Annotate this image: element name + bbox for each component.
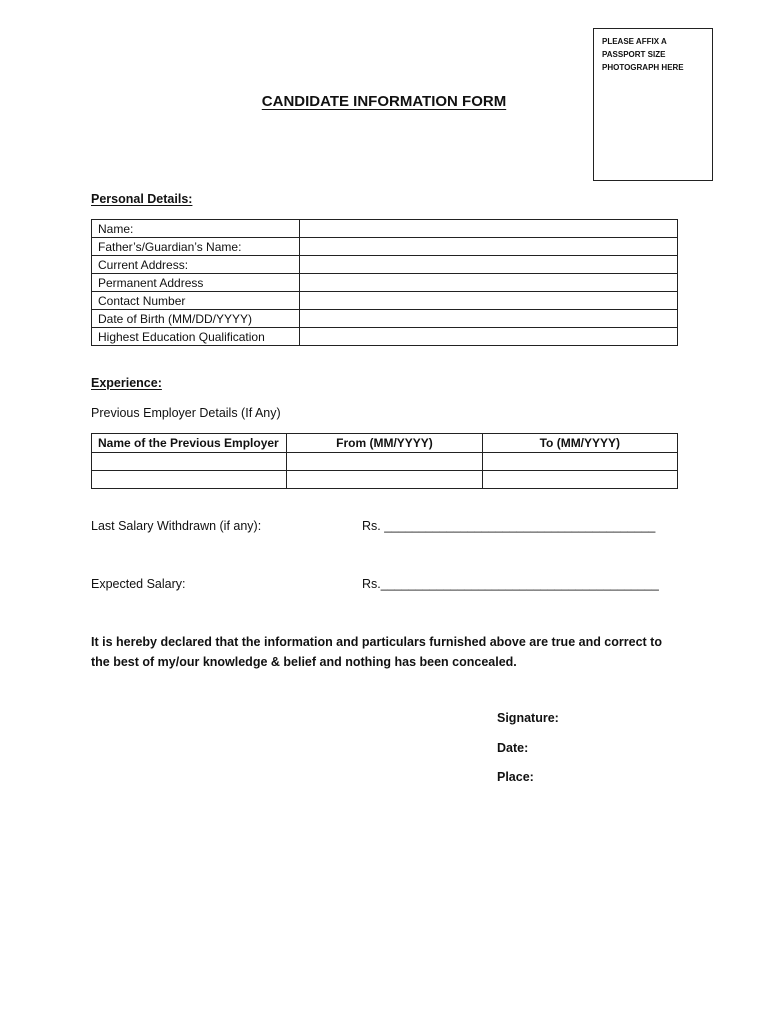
table-header-row <box>92 434 678 453</box>
current-address-label: Current Address: <box>92 256 300 274</box>
to-date-cell[interactable] <box>482 471 677 489</box>
name-label: Name: <box>92 220 300 238</box>
previous-employer-table <box>91 433 678 489</box>
photo-box-line-1: PLEASE AFFIX A <box>602 37 667 46</box>
date-of-birth-field[interactable] <box>300 310 678 328</box>
previous-employer-subheading: Previous Employer Details (If Any) <box>91 406 281 420</box>
date-label: Date: <box>497 741 529 755</box>
contact-number-field[interactable] <box>300 292 678 310</box>
education-qualification-label: Highest Education Qualification <box>92 328 300 346</box>
permanent-address-field[interactable] <box>300 274 678 292</box>
expected-salary-label: Expected Salary: <box>91 577 186 591</box>
table-row <box>92 328 678 346</box>
permanent-address-label: Permanent Address <box>92 274 300 292</box>
last-salary-label: Last Salary Withdrawn (if any): <box>91 519 262 533</box>
place-label: Place: <box>497 770 534 784</box>
table-row <box>92 274 678 292</box>
last-salary-field[interactable]: Rs. _______________________________________ <box>362 519 656 533</box>
table-row <box>92 471 678 489</box>
employer-name-cell[interactable] <box>92 471 287 489</box>
table-row <box>92 256 678 274</box>
table-row <box>92 220 678 238</box>
personal-details-table <box>91 219 678 346</box>
guardian-name-label: Father’s/Guardian’s Name: <box>92 238 300 256</box>
personal-details-heading: Personal Details: <box>91 192 193 206</box>
from-date-cell[interactable] <box>287 453 482 471</box>
signature-label: Signature: <box>497 711 559 725</box>
from-date-cell[interactable] <box>287 471 482 489</box>
employer-name-cell[interactable] <box>92 453 287 471</box>
to-date-cell[interactable] <box>482 453 677 471</box>
expected-salary-field[interactable]: Rs.________________________________________ <box>362 577 659 591</box>
name-field[interactable] <box>300 220 678 238</box>
current-address-field[interactable] <box>300 256 678 274</box>
table-row <box>92 453 678 471</box>
table-row <box>92 238 678 256</box>
photo-box-line-3: PHOTOGRAPH HERE <box>602 63 684 72</box>
to-date-column-header: To (MM/YYYY) <box>482 434 677 453</box>
photo-box-line-2: PASSPORT SIZE <box>602 50 666 59</box>
date-of-birth-label: Date of Birth (MM/DD/YYYY) <box>92 310 300 328</box>
experience-heading: Experience: <box>91 376 162 390</box>
from-date-column-header: From (MM/YYYY) <box>287 434 482 453</box>
form-title: CANDIDATE INFORMATION FORM <box>261 93 507 110</box>
table-row <box>92 310 678 328</box>
form-title-container <box>0 93 768 110</box>
education-qualification-field[interactable] <box>300 328 678 346</box>
employer-name-column-header: Name of the Previous Employer <box>92 434 287 453</box>
declaration-text: It is hereby declared that the information and particulars furnished above are true and correct to the best of my/our knowledge & belief and nothing has been concealed. <box>91 635 662 669</box>
table-row <box>92 292 678 310</box>
guardian-name-field[interactable] <box>300 238 678 256</box>
contact-number-label: Contact Number <box>92 292 300 310</box>
